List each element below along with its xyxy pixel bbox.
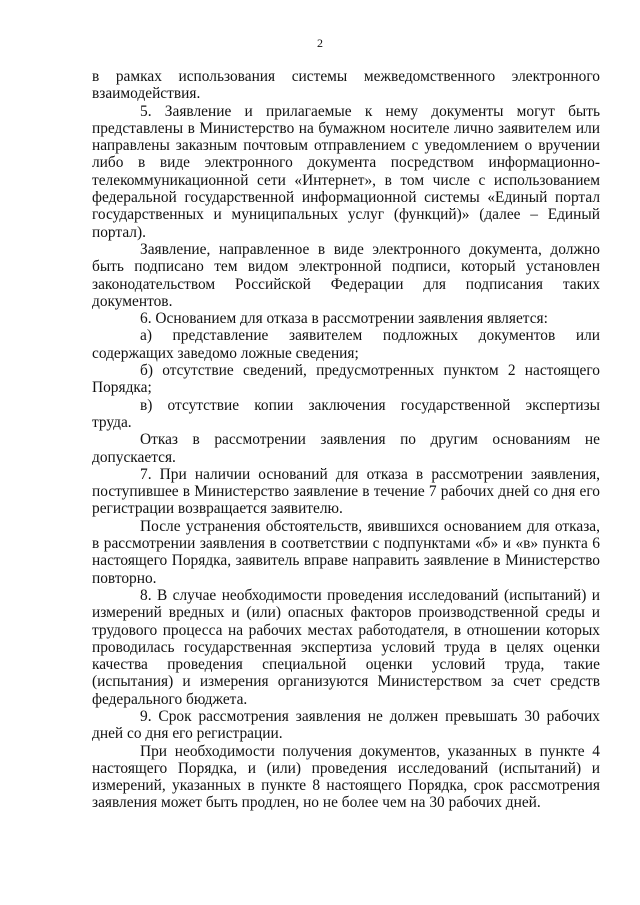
text-line: регистрации возвращается заявителю.: [92, 500, 343, 518]
text-line: настоящего Порядка, заявитель вправе направить заявление в Министерство: [92, 552, 600, 570]
text-line: (испытания) и измерения организуются Министерством за счет средств: [92, 673, 600, 691]
text-line: федерального бюджета.: [92, 690, 248, 708]
text-line: либо в виде электронного документа посредством информационно-: [92, 154, 600, 172]
text-line: Отказ в рассмотрении заявления по другим основаниям не: [140, 431, 600, 449]
text-line: быть подписано тем видом электронной подписи, который установлен: [92, 258, 600, 276]
text-line: содержащих заведомо ложные сведения;: [92, 344, 359, 362]
text-line: После устранения обстоятельств, явившихся основанием для отказа,: [140, 517, 600, 535]
text-line: а) представление заявителем подложных документов или: [140, 327, 600, 345]
text-line: Порядка;: [92, 379, 152, 397]
text-line: 7. При наличии оснований для отказа в рассмотрении заявления,: [140, 465, 600, 483]
text-line: дней со дня его регистрации.: [92, 725, 283, 743]
text-line: представлены в Министерство на бумажном носителе лично заявителем или: [92, 119, 600, 137]
text-line: 9. Срок рассмотрения заявления не должен превышать 30 рабочих: [140, 707, 600, 725]
text-line: заявления может быть продлен, но не более чем на 30 рабочих дней.: [92, 794, 541, 812]
text-line: Заявление, направленное в виде электронного документа, должно: [140, 240, 600, 258]
text-line: качества проведения специальной оценки условий труда, такие: [92, 656, 600, 674]
text-line: трудового процесса на рабочих местах работодателя, в отношении которых: [92, 621, 600, 639]
text-line: портал).: [92, 223, 146, 241]
text-line: государственных и муниципальных услуг (функций)» (далее – Единый: [92, 206, 600, 224]
document-body: [92, 68, 600, 812]
text-line: При необходимости получения документов, указанных в пункте 4: [140, 742, 600, 760]
text-line: взаимодействия.: [92, 85, 201, 103]
text-line: в рассмотрении заявления в соответствии с подпунктами «б» и «в» пункта 6: [92, 535, 600, 553]
text-line: 5. Заявление и прилагаемые к нему документы могут быть: [140, 102, 600, 120]
text-line: б) отсутствие сведений, предусмотренных пунктом 2 настоящего: [140, 362, 600, 380]
page-number: 2: [317, 36, 323, 50]
text-line: в) отсутствие копии заключения государственной экспертизы: [140, 396, 600, 414]
text-line: измерений вредных и (или) опасных факторов производственной среды и: [92, 604, 600, 622]
text-line: повторно.: [92, 569, 157, 587]
text-line: законодательством Российской Федерации для подписания таких: [92, 275, 600, 293]
text-line: направлены заказным почтовым отправлением с уведомлением о вручении: [92, 137, 600, 155]
text-line: допускается.: [92, 448, 176, 466]
text-line: настоящего Порядка, и (или) проведения исследований (испытаний) и: [92, 759, 600, 777]
text-line: измерений, указанных в пункте 8 настоящего Порядка, срок рассмотрения: [92, 777, 600, 795]
text-line: в рамках использования системы межведомственного электронного: [92, 68, 600, 85]
text-line: труда.: [92, 413, 132, 431]
text-line: документов.: [92, 292, 173, 310]
text-line: телекоммуникационной сети «Интернет», в том числе с использованием: [92, 171, 600, 189]
text-line: федеральной государственной информационной системы «Единый портал: [92, 189, 600, 207]
text-line: 8. В случае необходимости проведения исследований (испытаний) и: [140, 586, 600, 604]
text-line: поступившее в Министерство заявление в течение 7 рабочих дней со дня его: [92, 483, 600, 501]
text-line: проводилась государственная экспертиза условий труда в целях оценки: [92, 638, 600, 656]
text-line: 6. Основанием для отказа в рассмотрении заявления является:: [140, 310, 548, 328]
